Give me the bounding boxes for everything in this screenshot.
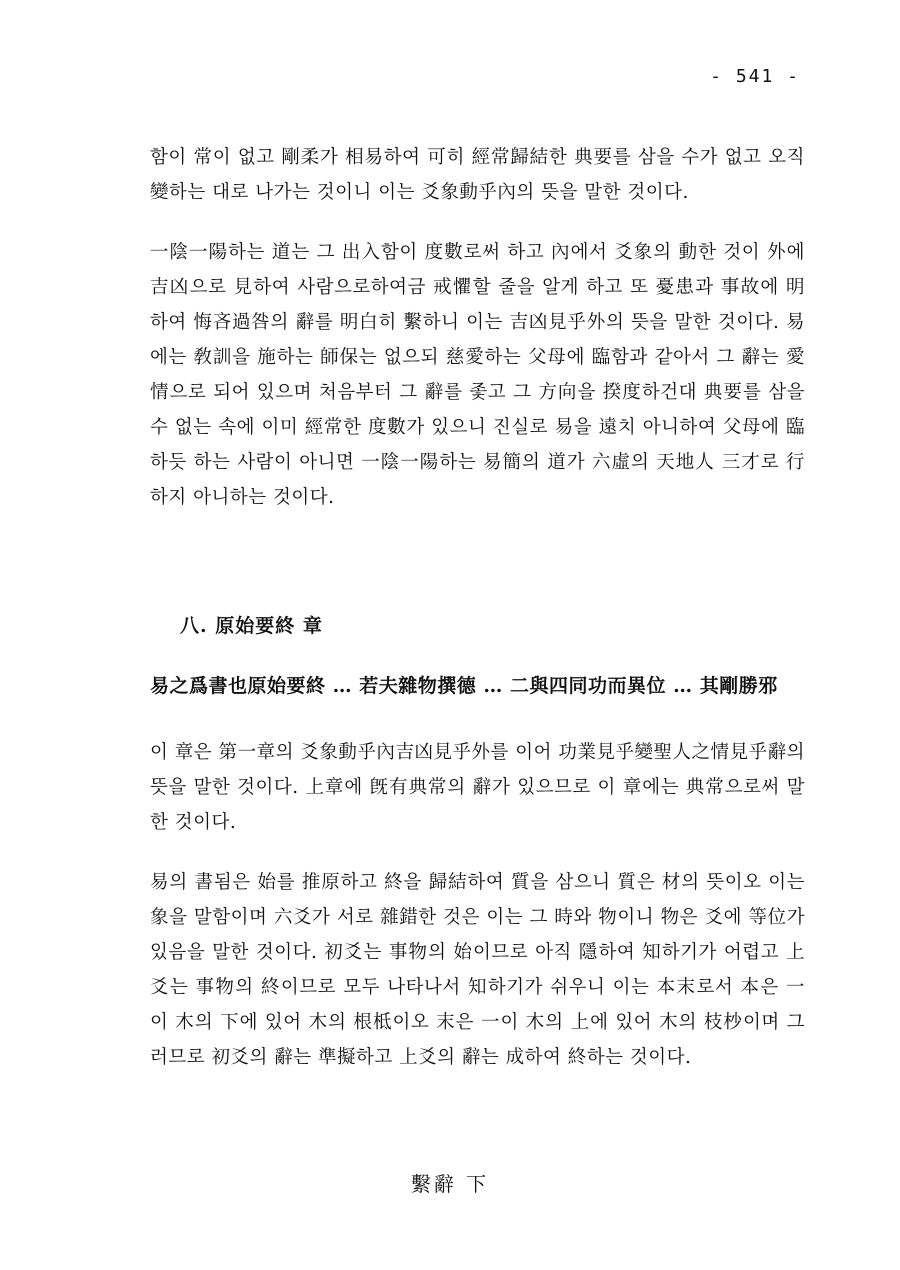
running-footer: 繫辭 下 [410, 1172, 490, 1196]
page-body [150, 140, 805, 1075]
page-number: - 541 - [710, 66, 800, 87]
paragraph: 一陰一陽하는 道는 그 出入함이 度數로써 하고 內에서 爻象의 動한 것이 外에 吉凶으로 見하여 사람으로하여금 戒懼할 줄을 알게 하고 또 憂患과 事故에 明하여 悔吝過咎의 辭를 明白히 繫하니 이는 吉凶見乎外의 뜻을 말한 것이다. 易에는 敎訓을 施하는 師保는 없으되 慈愛하는 父母에 臨함과 같아서 그 辭는 愛情으로 되어 있으며 처음부터 그 辭를 좇고 그 方向을 揆度하건대 典要를 삼을 수 없는 속에 이미 經常한 度數가 있으니 진실로 易을 遠치 아니하여 父母에 臨하듯 하는 사람이 아니면 一陰一陽하는 易簡의 道가 六虛의 天地人 三才로 行하지 아니하는 것이다. [150, 242, 805, 508]
classical-quote: 易之爲書也原始要終 … 若夫雜物撰德 … 二與四同功而異位 … 其剛勝邪 [150, 675, 778, 697]
section-heading: 八. 原始要終 章 [180, 615, 323, 637]
paragraph: 易의 書됨은 始를 推原하고 終을 歸結하여 質을 삼으니 質은 材의 뜻이오 이는 象을 말함이며 六爻가 서로 雜錯한 것은 이는 그 時와 物이니 物은 爻에 等位가 있음을 말한 것이다. 初爻는 事物의 始이므로 아직 隱하여 知하기가 어렵고 上爻는 事物의 終이므로 모두 나타나서 知하기가 쉬우니 이는 本末로서 本은 一이 木의 下에 있어 木의 根柢이오 末은 一이 木의 上에 있어 木의 枝杪이며 그러므로 初爻의 辭는 準擬하고 上爻의 辭는 成하여 終하는 것이다. [150, 872, 805, 1068]
paragraph: 이 章은 第一章의 爻象動乎內吉凶見乎外를 이어 功業見乎變聖人之情見乎辭의 뜻을 말한 것이다. 上章에 旣有典常의 辭가 있으므로 이 章에는 典常으로써 말한 것이다. [150, 742, 805, 833]
paragraph: 함이 常이 없고 剛柔가 相易하여 可히 經常歸結한 典要를 삼을 수가 없고 오직 變하는 대로 나가는 것이니 이는 爻象動乎內의 뜻을 말한 것이다. [150, 147, 805, 203]
